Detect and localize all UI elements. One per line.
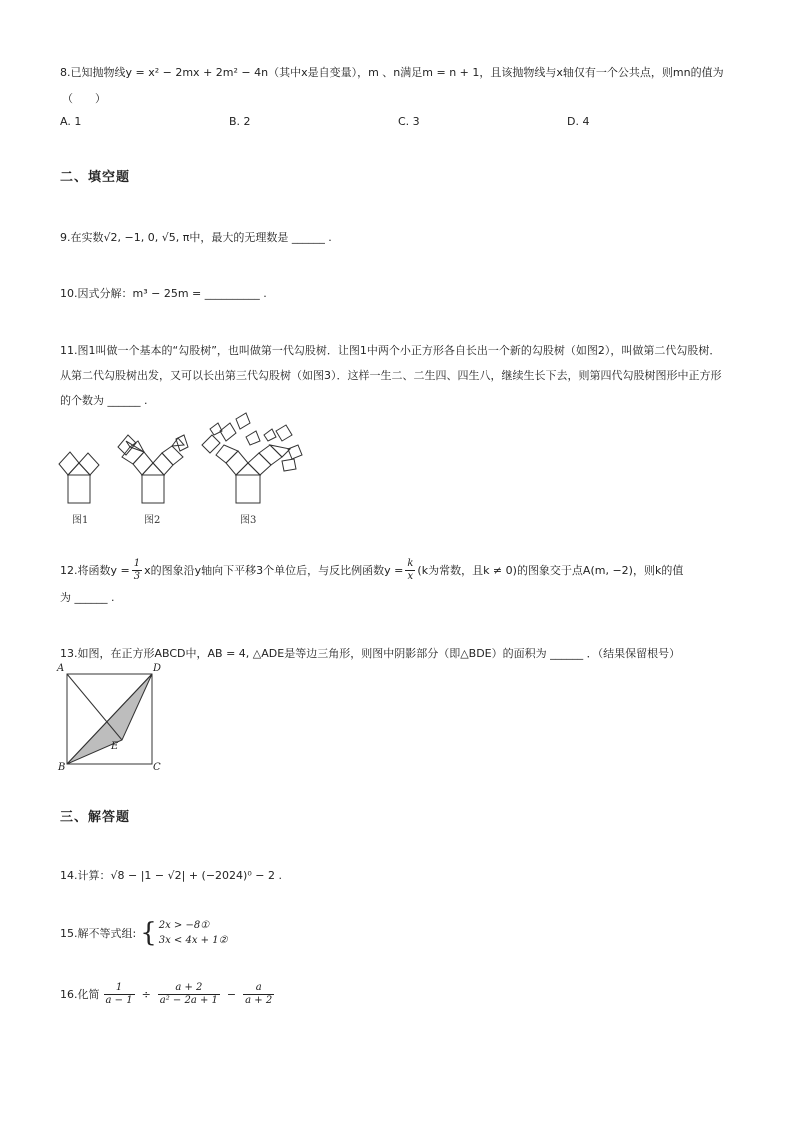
question-8-option-d: D. 4 (567, 115, 590, 128)
section-title-fill-in: 二、填空题 (60, 170, 131, 185)
question-10: 10.因式分解：m³ − 25m = __________ . (60, 287, 267, 300)
pythagoras-tree-figures (50, 405, 310, 510)
fraction-denominator: a − 1 (105, 994, 133, 1006)
question-12-line-2: 为 ______ . (60, 591, 115, 604)
question-15-prefix: 15.解不等式组: (60, 927, 137, 940)
question-14: 14.计算：√8 − |1 − √2| + (−2024)⁰ − 2 . (60, 869, 282, 882)
question-12-line-1 (60, 558, 683, 582)
fraction-numerator: 1 (104, 983, 135, 995)
question-8-option-b: B. 2 (229, 115, 251, 128)
fraction-2 (158, 983, 220, 1006)
question-13: 13.如图，在正方形ABCD中，AB = 4, △ADE是等边三角形，则图中阴影部分（即△BDE）的面积为 ______ ．（结果保留根号） (60, 647, 681, 660)
question-11-line-3: 的个数为 ______ . (60, 394, 148, 407)
question-12-suffix: (k为常数，且k ≠ 0)的图象交于点A(m, −2)，则k的值 (417, 564, 684, 577)
segment-ae (67, 674, 122, 740)
minus-operator: − (226, 987, 237, 1001)
fraction-numerator: k (407, 557, 414, 569)
question-11-line-1: 11.图1叫做一个基本的“勾股树”，也叫做第一代勾股树．让图1中两个小正方形各自长出一个新的勾股树（如图2），叫做第二代勾股树． (60, 344, 721, 357)
fraction-numerator: a (243, 983, 274, 995)
square-abcd-figure (55, 662, 170, 777)
figure-caption-3: 图3 (240, 515, 257, 526)
question-11-line-2: 从第二代勾股树出发，又可以长出第三代勾股树（如图3）．这样一生二、二生四、四生八，继续生长下去，则第四代勾股树图形中正方形 (60, 369, 722, 382)
figure-caption-1: 图1 (72, 515, 89, 526)
tree-figure-2 (118, 435, 188, 503)
fraction-3 (243, 983, 274, 1006)
fraction-k-over-x (405, 559, 415, 582)
fraction-numerator: 1 (133, 557, 141, 569)
fraction-denominator: a + 2 (245, 994, 273, 1006)
fraction-one-third (132, 559, 142, 582)
figure-caption-2: 图2 (144, 515, 161, 526)
vertex-label-c: C (153, 762, 161, 773)
question-12-middle: x的图象沿y轴向下平移3个单位后，与反比例函数y = (144, 564, 404, 577)
question-8-answer-paren: （ ） (62, 92, 106, 105)
question-16-prefix: 16.化简 (60, 988, 100, 1001)
fraction-denominator: x (407, 570, 414, 582)
vertex-label-d: D (153, 663, 162, 674)
question-8-stem: 8.已知抛物线y = x² − 2mx + 2m² − 4n（其中x是自变量），m 、n满足m = n + 1，且该抛物线与x轴仅有一个公共点，则mn的值为 (60, 66, 724, 79)
question-8-option-c: C. 3 (398, 115, 420, 128)
question-12-prefix: 12.将函数y = (60, 564, 130, 577)
vertex-label-b: B (58, 762, 66, 773)
inequality-1: 2x > −8① (158, 920, 210, 931)
fraction-1 (104, 983, 135, 1006)
tree-figure-1 (59, 452, 99, 503)
fraction-numerator: a + 2 (158, 983, 220, 995)
tree-figure-3 (202, 413, 302, 503)
fraction-denominator: a² − 2a + 1 (159, 994, 218, 1006)
question-15 (60, 918, 228, 948)
vertex-label-e: E (111, 741, 119, 752)
question-8-option-a: A. 1 (60, 115, 82, 128)
diagonal-bd (67, 674, 152, 764)
fraction-denominator: 3 (133, 570, 141, 582)
divide-operator: ÷ (141, 987, 151, 1001)
question-9: 9.在实数√2, −1, 0, √5, π中，最大的无理数是 ______ . (60, 231, 332, 244)
inequality-system (159, 918, 228, 948)
system-brace: { (140, 918, 157, 948)
section-title-solutions: 三、解答题 (60, 810, 131, 825)
question-16 (60, 980, 278, 1008)
inequality-2: 3x < 4x + 1② (158, 935, 228, 946)
vertex-label-a: A (57, 663, 65, 674)
